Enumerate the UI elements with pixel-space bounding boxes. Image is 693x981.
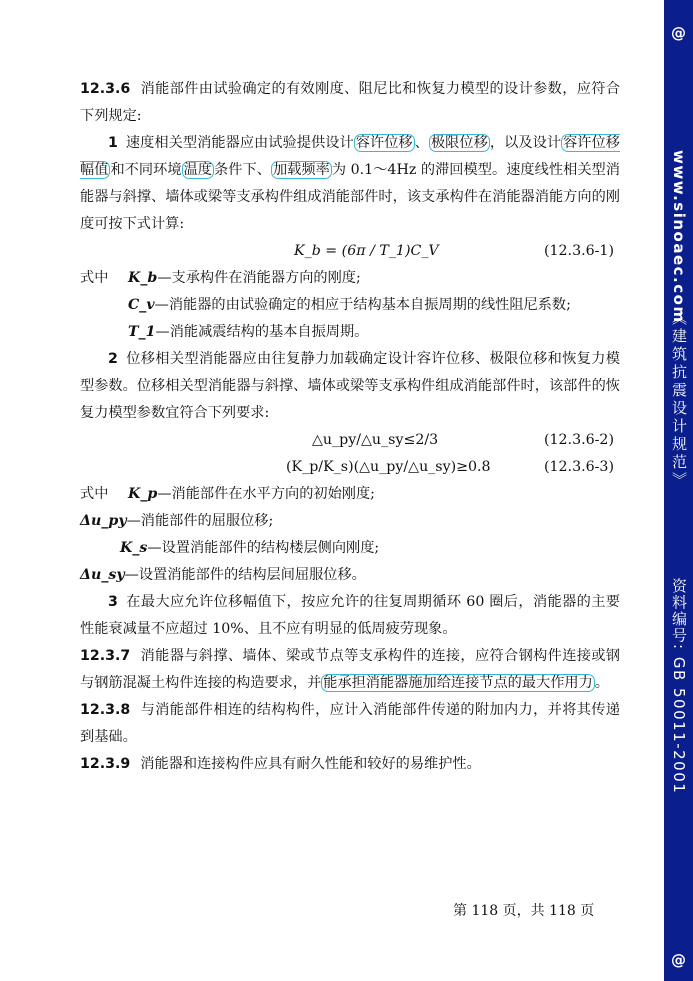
definition-symbol: Δu_sy [80, 567, 125, 583]
definition-row [80, 319, 620, 346]
formula-expression: (K_p/K_s)(△u_py/△u_sy)≥0.8 [286, 459, 491, 475]
definitions-1 [80, 265, 620, 346]
highlight-loading-frequency: 加载频率 [272, 162, 330, 178]
at-symbol-top: @ [671, 24, 686, 42]
website-label: www.sinoaec.com [670, 150, 688, 324]
definition-text: —消能部件的屈服位移; [126, 513, 274, 529]
item-text: 条件下、 [214, 162, 271, 178]
item-text: ，以及设计 [489, 135, 562, 151]
item-1 [80, 130, 620, 238]
formula-expression: K_b = (6π / T_1)C_V [294, 243, 439, 259]
formula-12-3-6-1 [80, 238, 620, 265]
definition-row [80, 481, 620, 508]
formula-12-3-6-2 [80, 427, 620, 454]
where-label: 式中 [80, 270, 109, 286]
document-body [80, 76, 620, 778]
definition-symbol: T_1 [128, 324, 156, 340]
formula-number: (12.3.6-2) [543, 432, 614, 448]
highlight-ultimate-displacement: 极限位移 [430, 135, 488, 151]
clause-text: 。 [594, 675, 609, 691]
formula-expression: △u_py/△u_sy≤2/3 [312, 432, 439, 448]
definition-row [80, 292, 620, 319]
clause-number: 12.3.9 [80, 756, 131, 772]
item-3 [80, 589, 620, 643]
definition-text: —消能器的由试验确定的相应于结构基本自振周期的线性阻尼系数; [154, 297, 571, 313]
definition-row [80, 562, 620, 589]
item-text: 和不同环境 [110, 162, 182, 178]
clause-text: 消能器和连接构件应具有耐久性能和较好的易维护性。 [140, 756, 481, 772]
at-symbol-bottom: @ [671, 951, 686, 969]
item-text: 为 0.1～4Hz 的滞回模型。速度线性相关型消能器与斜撑、墙体或梁等支承构件组成消能部件时，该支承构件在消能器消能方向的刚度可按下式计算: [80, 162, 620, 232]
highlight-allowable-displacement: 容许位移 [355, 135, 413, 151]
clause-text: 与消能部件相连的结构构件，应计入消能部件传递的附加内力，并将其传递到基础。 [80, 702, 620, 745]
definition-row [80, 508, 620, 535]
clause-text: 消能器与斜撑、墙体、梁或节点等支承构件的连接，应符合钢构件连接或钢与钢筋混凝土构件连接的构造要求，并 [80, 648, 620, 691]
definition-row [80, 265, 620, 292]
clause-12-3-7 [80, 643, 620, 697]
item-number: 2 [108, 351, 118, 367]
clause-number: 12.3.8 [80, 702, 131, 718]
definition-symbol: C_v [128, 297, 155, 313]
definition-symbol: Δu_py [80, 513, 127, 529]
item-text: 在最大应允许位移幅值下，按应允许的往复周期循环 60 圈后，消能器的主要性能衰减量不应超过 10%、且不应有明显的低周疲劳现象。 [80, 594, 620, 637]
highlight-allowable-amplitude: 容许位移幅值 [80, 135, 620, 178]
definition-text: —消能部件在水平方向的初始刚度; [157, 486, 375, 502]
formula-number: (12.3.6-3) [543, 459, 614, 475]
highlight-max-force: 能承担消能器施加给连接节点的最大作用力 [323, 675, 593, 691]
definition-text: —消能减震结构的基本自振周期。 [155, 324, 369, 340]
clause-text: 消能部件由试验确定的有效刚度、阻尼比和恢复力模型的设计参数，应符合下列规定: [80, 81, 620, 124]
definition-row [80, 535, 620, 562]
definition-symbol: K_b [128, 270, 158, 286]
item-number: 1 [108, 135, 118, 151]
doc-code: 资料编号: GB 50011-2001 [670, 578, 688, 795]
formula-number: (12.3.6-1) [543, 243, 614, 259]
formula-12-3-6-3 [80, 454, 620, 481]
clause-12-3-6 [80, 76, 620, 130]
book-title: 《建筑抗震设计规范》 [670, 310, 688, 490]
page-footer: 第 118 页，共 118 页 [453, 903, 595, 919]
definition-text: —设置消能部件的结构层间屈服位移。 [124, 567, 366, 583]
clause-12-3-9 [80, 751, 620, 778]
definition-symbol: K_s [120, 540, 148, 556]
definition-text: —支承构件在消能器方向的刚度; [157, 270, 361, 286]
definitions-2 [80, 481, 620, 589]
item-text: 、 [414, 135, 429, 151]
clause-number: 12.3.6 [80, 81, 131, 97]
side-strip [664, 0, 693, 981]
definition-text: —设置消能部件的结构楼层侧向刚度; [147, 540, 380, 556]
item-number: 3 [108, 594, 118, 610]
definition-symbol: K_p [128, 486, 158, 502]
item-2 [80, 346, 620, 427]
highlight-temperature: 温度 [183, 162, 213, 178]
where-label: 式中 [80, 486, 109, 502]
item-text: 位移相关型消能器应由往复静力加载确定设计容许位移、极限位移和恢复力模型参数。位移相关型消能器与斜撑、墙体或梁等支承构件组成消能部件时，该部件的恢复力模型参数宜符合下列要求: [80, 351, 620, 421]
item-text: 速度相关型消能器应由试验提供设计 [125, 135, 354, 151]
clause-12-3-8 [80, 697, 620, 751]
clause-number: 12.3.7 [80, 648, 131, 664]
